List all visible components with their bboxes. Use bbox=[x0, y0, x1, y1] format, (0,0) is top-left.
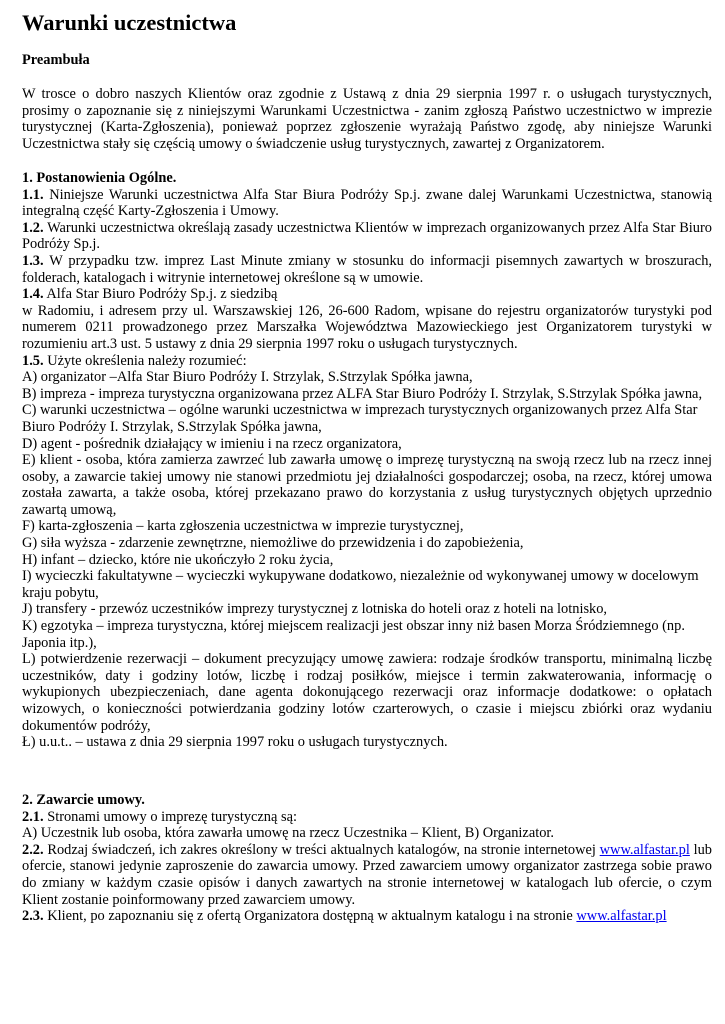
paragraph-number: 1.5. bbox=[22, 352, 44, 369]
paragraph-2-1 bbox=[22, 809, 712, 826]
definition-item: C) warunki uczestnictwa – ogólne warunki uczestnictwa w imprezach turystycznych organizowanych przez Alfa Star Biuro Podróży I. Strzylak, S.Strzylak Spółka jawna, bbox=[22, 402, 698, 435]
paragraph-text: Warunki uczestnictwa określają zasady uczestnictwa Klientów w imprezach organizowanych przez Alfa Star Biuro Podróży Sp.j. bbox=[22, 219, 712, 253]
definition-item: E) klient - osoba, która zamierza zawrzeć lub zawarła umowę o imprezę turystyczną na swoją rzecz lub na rzecz innej osoby, a zawarcie takiej umowy nie stanowi przedmiotu jej działalności gospodarczej; osoba, na rzecz, której umowa została zawarta, a także osoba, której przekazano prawo do korzystania z usług turystycznych objętych uprzednio zawartą umową, bbox=[22, 452, 712, 518]
paragraph-number: 1.2. bbox=[22, 219, 44, 236]
paragraph-1-5 bbox=[22, 353, 712, 370]
alfastar-website-link[interactable]: www.alfastar.pl bbox=[576, 908, 667, 925]
definition-item: K) egzotyka – impreza turystyczna, której miejscem realizacji jest obszar inny niż basen Morza Śródziemnego (np. Japonia itp.), bbox=[22, 618, 685, 651]
definition-item: I) wycieczki fakultatywne – wycieczki wykupywane dodatkowo, niezależnie od wykonywanej umowy w docelowym kraju pobytu, bbox=[22, 568, 699, 601]
paragraph-number: 2.1. bbox=[22, 808, 44, 825]
section-general-provisions bbox=[22, 170, 712, 751]
page-title: Warunki uczestnictwa bbox=[22, 10, 237, 35]
preambula-paragraph: W trosce o dobro naszych Klientów oraz zgodnie z Ustawą z dnia 29 sierpnia 1997 r. o usługach turystycznych, prosimy o zapoznanie się z niniejszymi Warunkami Uczestnictwa - zanim zgłoszą Państwo uczestnictwo w imprezie turystycznej (Karta-Zgłoszenia), ponieważ poprzez zgłoszenie wyrażają Państwo zgodę, aby niniejsze Warunki Uczestnictwa stały się częścią umowy o świadczenie usług turystycznych, zawartej z Organizatorem. bbox=[22, 86, 712, 152]
paragraph-1-2 bbox=[22, 220, 712, 253]
paragraph-1-1 bbox=[22, 187, 712, 220]
paragraph-1-4-continued: w Radomiu, i adresem przy ul. Warszawskiej 126, 26-600 Radom, wpisane do rejestru organizatorów turystyki pod numerem 0211 prowadzonego przez Marszałka Województwa Mazowieckiego jest Organizatorem turystyki w rozumieniu art.3 ust. 5 ustawy z dnia 29 sierpnia 1997 roku o usługach turystycznych. bbox=[22, 302, 712, 352]
paragraph-text: lub ofercie, stanowi jedynie zaproszenie do zawarcia umowy. Przed zawarciem umowy organizator zastrzega sobie prawo do zmiany w każdym czasie opisów i danych zawartych na stronie internetowej w katalogach lub ofercie, o czym Klient zostanie poinformowany przed zawarciem umowy. bbox=[22, 841, 712, 908]
definition-item: L) potwierdzenie rezerwacji – dokument precyzujący umowę zawiera: rodzaje środków transportu, minimalną liczbę uczestników, daty i godziny lotów, liczbę i rodzaj posiłków, miejsce i termin zakwaterowania, informację o wykupionych ubezpieczeniach, dane agenta dokonującego rezerwacji oraz informacje dodatkowe: o opłatach wizowych, o konieczności potwierdzania godziny lotów czarterowych, o czasie i miejscu zbiórki oraz wydaniu dokumentów podróży, bbox=[22, 651, 712, 734]
definition-item: Ł) u.u.t.. – ustawa z dnia 29 sierpnia 1997 roku o usługach turystycznych. bbox=[22, 734, 448, 751]
section-heading: 2. Zawarcie umowy. bbox=[22, 792, 145, 808]
paragraph-2-3 bbox=[22, 908, 712, 925]
paragraph-number: 1.1. bbox=[22, 186, 44, 203]
paragraph-number: 2.3. bbox=[22, 908, 44, 925]
paragraph-text: W przypadku tzw. imprez Last Minute zmiany w stosunku do informacji pisemnych zawartych w broszurach, folderach, katalogach i witrynie internetowej określone są w umowie. bbox=[22, 252, 712, 286]
definition-item: G) siła wyższa - zdarzenie zewnętrzne, niemożliwe do przewidzenia i do zapobieżenia, bbox=[22, 535, 524, 552]
definition-item: H) infant – dziecko, które nie ukończyło 2 roku życia, bbox=[22, 551, 334, 568]
paragraph-number: 2.2. bbox=[22, 841, 44, 858]
paragraph-text: Stronami umowy o imprezę turystyczną są: bbox=[43, 808, 297, 825]
definition-item: J) transfery - przewóz uczestników imprezy turystycznej z lotniska do hoteli oraz z hoteli na lotnisko, bbox=[22, 601, 608, 618]
definition-item: F) karta-zgłoszenia – karta zgłoszenia uczestnictwa w imprezie turystycznej, bbox=[22, 518, 464, 535]
paragraph-text: Alfa Star Biuro Podróży Sp.j. z siedzibą bbox=[43, 286, 278, 303]
section-heading: 1. Postanowienia Ogólne. bbox=[22, 170, 177, 186]
alfastar-website-link[interactable]: www.alfastar.pl bbox=[599, 841, 690, 858]
paragraph-text: Niniejsze Warunki uczestnictwa Alfa Star Biura Podróży Sp.j. zwane dalej Warunkami Uczestnictwa, stanowią integralną część Karty-Zgłoszenia i Umowy. bbox=[22, 186, 712, 220]
definition-item: D) agent - pośrednik działający w imieniu i na rzecz organizatora, bbox=[22, 435, 402, 452]
preambula-section bbox=[22, 86, 712, 152]
paragraph-2-1-continued: A) Uczestnik lub osoba, która zawarła umowę na rzecz Uczestnika – Klient, B) Organizator. bbox=[22, 825, 554, 842]
paragraph-number: 1.4. bbox=[22, 286, 44, 303]
paragraph-2-2 bbox=[22, 842, 712, 908]
paragraph-1-3 bbox=[22, 253, 712, 286]
paragraph-text: Klient, po zapoznaniu się z ofertą Organizatora dostępną w aktualnym katalogu i na stronie bbox=[43, 908, 577, 925]
paragraph-text: Użyte określenia należy rozumieć: bbox=[43, 352, 247, 369]
definition-item: A) organizator –Alfa Star Biuro Podróży I. Strzylak, S.Strzylak Spółka jawna, bbox=[22, 369, 473, 386]
paragraph-text: Rodzaj świadczeń, ich zakres określony w treści aktualnych katalogów, na stronie internetowej bbox=[43, 841, 600, 858]
paragraph-1-4 bbox=[22, 286, 712, 303]
definition-item: B) impreza - impreza turystyczna organizowana przez ALFA Star Biuro Podróży I. Strzylak, S.Strzylak Spółka jawna, bbox=[22, 385, 703, 402]
paragraph-number: 1.3. bbox=[22, 252, 44, 269]
preambula-heading: Preambuła bbox=[22, 52, 90, 68]
section-contract-conclusion bbox=[22, 792, 712, 925]
